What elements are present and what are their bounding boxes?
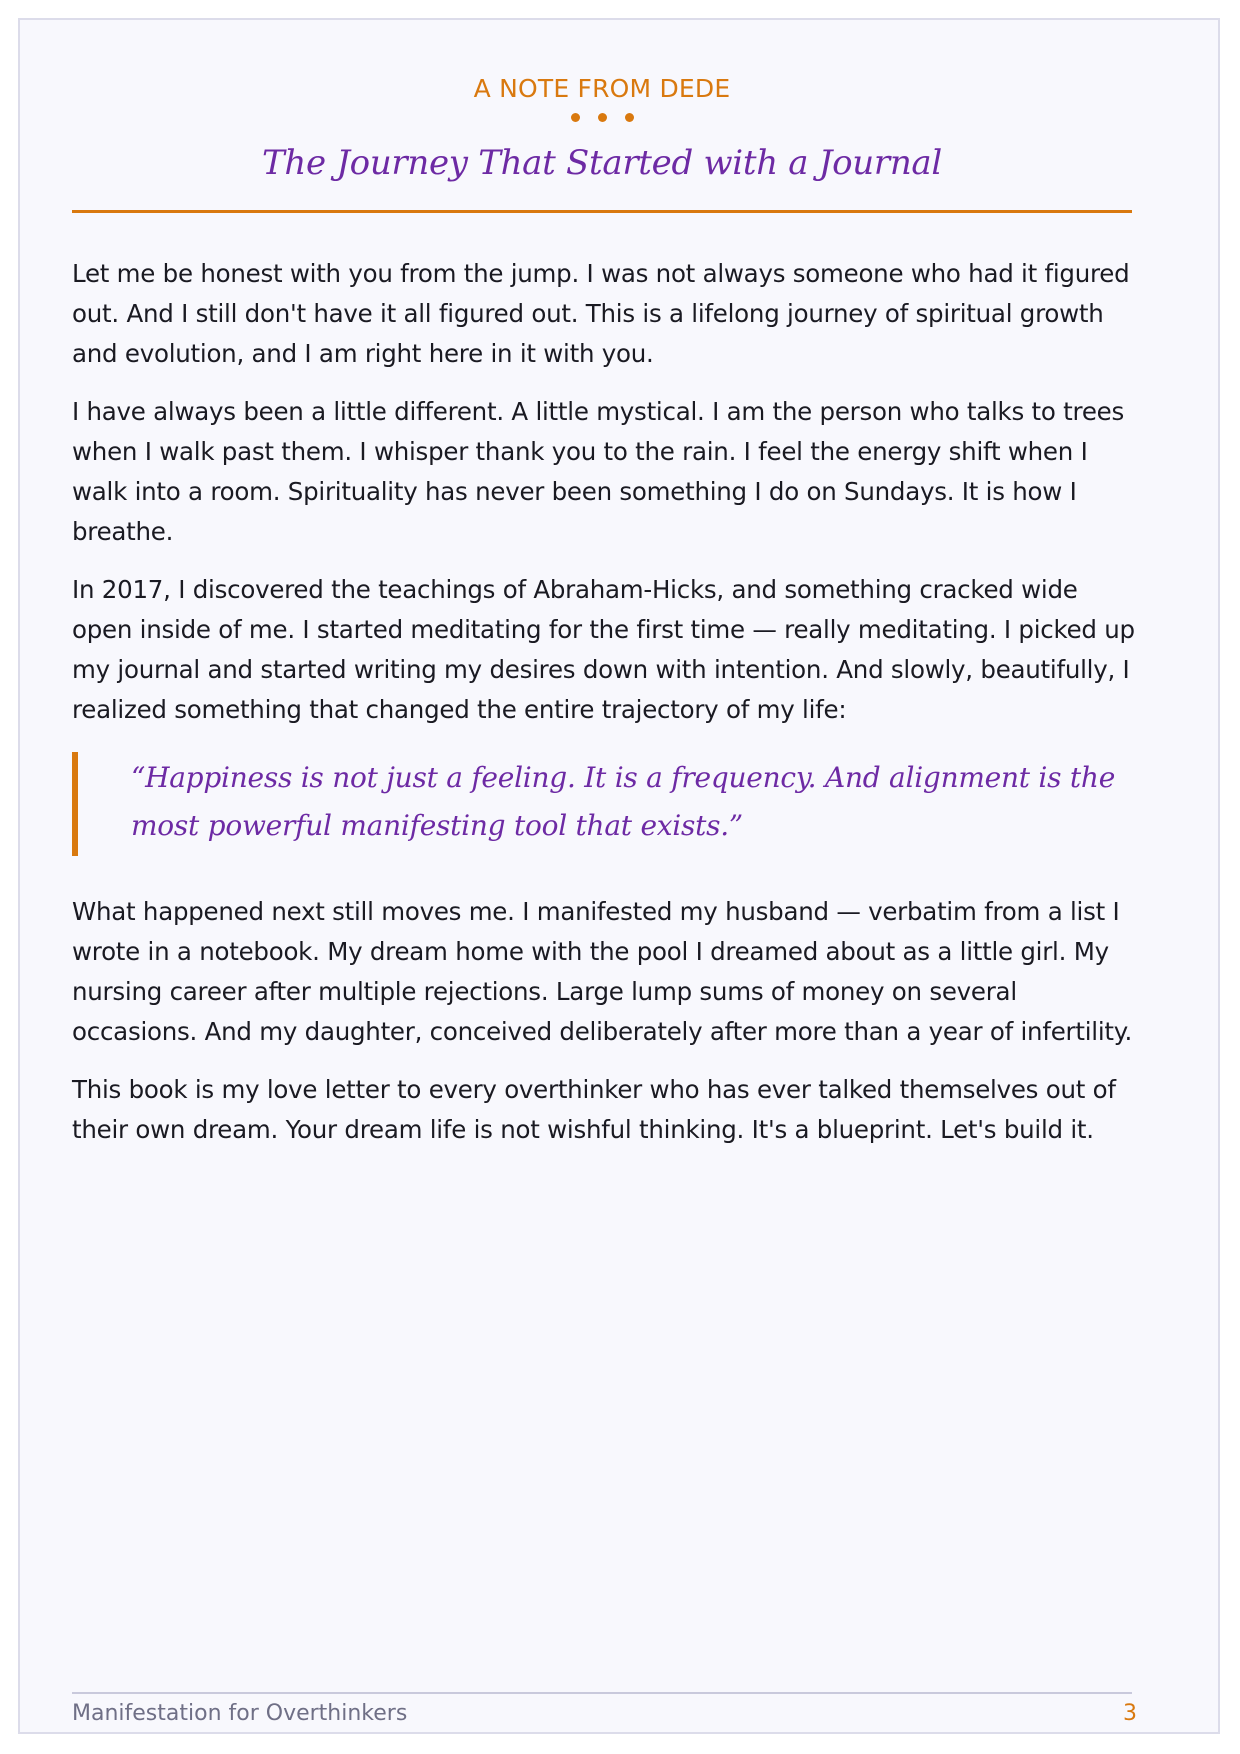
dot-ornament [598, 113, 607, 122]
decorative-dots [72, 113, 1132, 123]
paragraph: Let me be honest with you from the jump. I was not always someone who had it figured out. And I still don't have it all figured out. This is a lifelong journey of spiritual growth and evolution, and I am right here in it with you. [72, 259, 1130, 368]
quote-text: “Happiness is not just a feeling. It is a frequency. And alignment is the most powerful manifesting tool that exists.” [131, 761, 1116, 842]
dot-ornament [625, 113, 634, 122]
paragraph: What happened next still moves me. I manifested my husband — verbatim from a list I wrote in a notebook. My dream home with the pool I dreamed about as a little girl. My nursing career after multiple rejections. Large lump sums of money on several occasions. And my daughter, conceived deliberately after more than a year of infertility. [72, 897, 1133, 1046]
letter-body [72, 254, 1140, 1168]
paragraph: In 2017, I discovered the teachings of Abraham-Hicks, and something cracked wide open inside of me. I started meditating for the first time — really meditating. I picked up my journal and started writing my desires down with intention. And slowly, beautifully, I realized something that changed the entire trajectory of my life: [72, 575, 1135, 724]
paragraph: I have always been a little different. A little mystical. I am the person who talks to trees when I walk past them. I whisper thank you to the rain. I feel the energy shift when I walk into a room. Spirituality has never been something I do on Sundays. It is how I breathe. [72, 397, 1124, 546]
paragraph: This book is my love letter to every overthinker who has ever talked themselves out of their own dream. Your dream life is not wishful thinking. It's a blueprint. Let's build it. [72, 1075, 1116, 1144]
title-divider [72, 210, 1132, 213]
section-eyebrow: A NOTE FROM DEDE [473, 74, 731, 103]
dot-ornament [571, 113, 580, 122]
page-header [72, 74, 1132, 185]
page-number: 3 [1123, 1701, 1137, 1726]
page-title: The Journey That Started with a Journal [262, 143, 942, 183]
quote-accent-bar [72, 752, 78, 856]
footer-book-title: Manifestation for Overthinkers [72, 1701, 408, 1726]
pull-quote [72, 752, 1140, 856]
footer-divider [72, 1692, 1132, 1694]
